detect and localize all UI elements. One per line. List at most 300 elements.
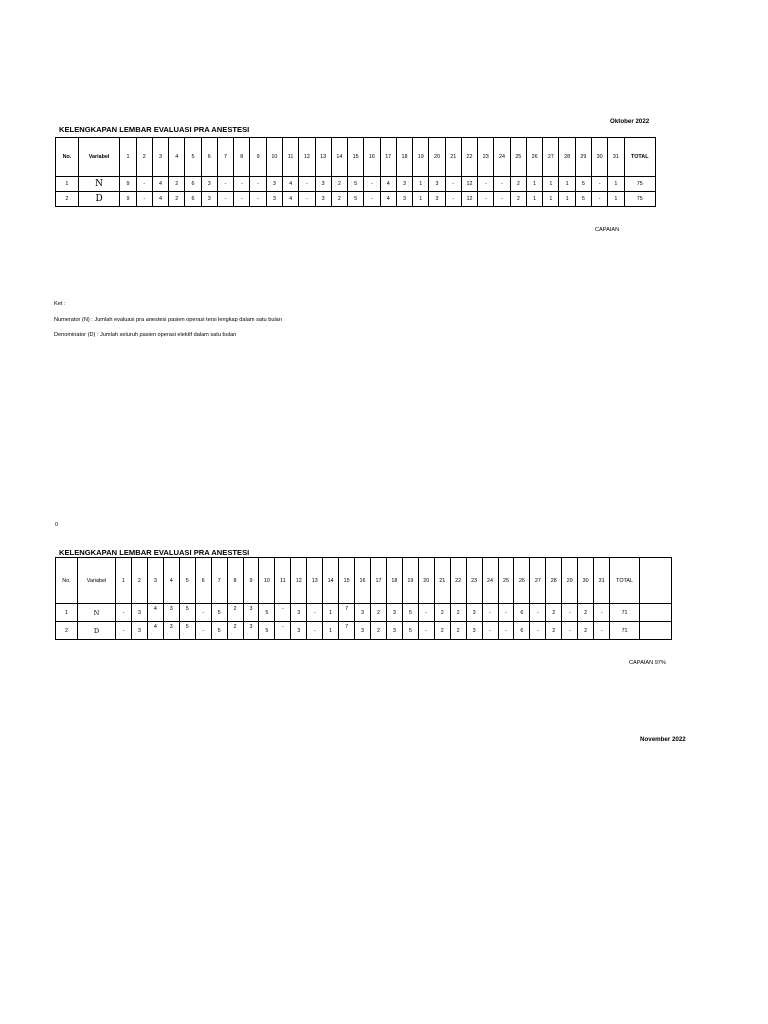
cell-text: - (489, 627, 491, 634)
value-cell (546, 622, 562, 640)
header-cell: 15 (339, 558, 355, 604)
cell-text: 3 (297, 609, 301, 616)
value-cell (307, 622, 323, 640)
cell-text: - (240, 196, 243, 202)
value-cell (594, 604, 610, 622)
header-cell: 14 (323, 558, 339, 604)
cell-text: 4 (153, 623, 157, 630)
cell-text: 2 (552, 609, 556, 616)
header-cell: 1 (120, 138, 136, 177)
cell-text: 3 (321, 196, 325, 202)
value-cell (299, 177, 315, 192)
section1-title: KELENGKAPAN LEMBAR EVALUASI PRA ANESTESI (59, 125, 250, 134)
cell-text: 3 (435, 181, 439, 187)
value-cell (136, 177, 152, 192)
table-header-row (56, 558, 672, 604)
cell-text: 3 (169, 605, 173, 612)
cell-text: 2 (337, 181, 341, 187)
value-cell (413, 192, 429, 207)
cell-text: - (425, 627, 428, 634)
header-cell: 30 (592, 138, 608, 177)
cell-text: 5 (265, 609, 269, 616)
value-cell (120, 192, 136, 207)
evaluation-table-second (55, 557, 672, 640)
cell-text: N (93, 608, 100, 617)
cell-text: 2 (376, 609, 380, 616)
cell-text: 3 (137, 609, 141, 616)
value-cell (131, 604, 147, 622)
value-cell (562, 604, 578, 622)
value-cell (299, 192, 315, 207)
cell-text: 3 (361, 627, 365, 634)
value-cell (445, 177, 461, 192)
cell-text: 2 (376, 627, 380, 634)
header-cell: 18 (396, 138, 412, 177)
value-cell (243, 622, 259, 640)
value-cell (559, 177, 575, 192)
cell-text: - (257, 181, 259, 187)
cell-text: - (484, 181, 487, 187)
cell-text: 1 (65, 609, 68, 616)
cell-text: 5 (581, 181, 585, 187)
table-row (56, 604, 672, 622)
cell-text: 5 (217, 627, 221, 634)
header-cell: 5 (179, 558, 195, 604)
cell-text: 2 (456, 627, 460, 634)
cell-text: 4 (386, 196, 390, 202)
value-cell (275, 604, 291, 622)
value-cell (418, 604, 434, 622)
value-cell (478, 177, 494, 192)
header-cell: TOTAL (610, 558, 640, 604)
header-cell: 7 (217, 138, 233, 177)
value-cell (331, 177, 347, 192)
value-cell (396, 192, 412, 207)
header-cell: 27 (530, 558, 546, 604)
header-cell: 25 (510, 138, 526, 177)
value-cell (530, 622, 546, 640)
value-cell (179, 604, 195, 622)
cell-text: 3 (249, 605, 253, 612)
header-cell: 15 (348, 138, 364, 177)
header-cell: 17 (371, 558, 387, 604)
cell-text: 1 (549, 181, 553, 187)
cell-text: 12 (466, 181, 473, 187)
value-cell (592, 177, 608, 192)
value-cell (179, 622, 195, 640)
month-label-november: November 2022 (640, 736, 686, 743)
header-cell: 11 (275, 558, 291, 604)
header-cell: 1 (116, 558, 132, 604)
header-cell: 23 (478, 138, 494, 177)
value-cell (211, 604, 227, 622)
value-cell (348, 192, 364, 207)
value-cell (478, 192, 494, 207)
value-cell (546, 604, 562, 622)
header-cell: 10 (266, 138, 282, 177)
row-number-cell (56, 192, 79, 207)
cell-text: - (598, 181, 601, 187)
header-cell: 9 (250, 138, 266, 177)
cell-text: 5 (185, 623, 189, 630)
cell-text: - (240, 181, 243, 187)
value-cell (259, 604, 275, 622)
cell-text: 3 (297, 627, 301, 634)
value-cell (380, 192, 396, 207)
value-cell (266, 192, 282, 207)
header-cell: 12 (299, 138, 315, 177)
cell-text: - (484, 196, 487, 202)
value-cell (494, 192, 510, 207)
header-cell: 10 (259, 558, 275, 604)
header-cell: 20 (429, 138, 445, 177)
cell-text: 3 (361, 609, 365, 616)
header-cell: 19 (402, 558, 418, 604)
value-cell (136, 192, 152, 207)
header-cell: 4 (163, 558, 179, 604)
value-cell (201, 177, 217, 192)
value-cell (386, 604, 402, 622)
cell-text: 1 (329, 609, 333, 616)
value-cell (418, 622, 434, 640)
value-cell (429, 192, 445, 207)
header-cell: 22 (450, 558, 466, 604)
value-cell (282, 192, 298, 207)
value-cell (562, 622, 578, 640)
cell-text: - (122, 609, 125, 616)
value-cell (250, 192, 266, 207)
cell-text: 2 (65, 196, 69, 202)
cell-text: 3 (207, 181, 211, 187)
cell-text: 1 (329, 627, 333, 634)
cell-text: 1 (419, 181, 423, 187)
value-cell (259, 622, 275, 640)
value-cell (575, 177, 591, 192)
value-cell (355, 622, 371, 640)
table-row (56, 192, 656, 207)
cell-text: 2 (175, 181, 179, 187)
value-cell (610, 604, 640, 622)
value-cell (217, 177, 233, 192)
cell-text: 5 (265, 627, 269, 634)
cell-text: 7 (345, 623, 349, 630)
header-cell: Variabel (78, 558, 116, 604)
header-cell: 18 (386, 558, 402, 604)
cell-text: 5 (217, 609, 221, 616)
cell-text: - (122, 627, 125, 634)
cell-text: 2 (516, 196, 520, 202)
cell-text: 6 (191, 181, 195, 187)
value-cell (169, 192, 185, 207)
value-cell (624, 192, 655, 207)
capaian-percent-label: CAPAIAN 97% (629, 660, 666, 666)
cell-text: 2 (552, 627, 556, 634)
capaian-label: CAPAIAN (595, 227, 620, 233)
value-cell (250, 177, 266, 192)
value-cell (594, 622, 610, 640)
header-cell: No. (56, 558, 78, 604)
table-header-row (56, 138, 656, 177)
header-cell: 12 (291, 558, 307, 604)
cell-text: - (598, 196, 601, 202)
value-cell (227, 604, 243, 622)
value-cell (275, 622, 291, 640)
value-cell (185, 177, 201, 192)
value-cell (608, 192, 624, 207)
value-cell (450, 604, 466, 622)
cell-text: 12 (466, 196, 473, 202)
value-cell (578, 622, 594, 640)
cell-text: 3 (392, 627, 396, 634)
value-cell (364, 192, 380, 207)
cell-text: - (224, 196, 227, 202)
value-cell (339, 622, 355, 640)
value-cell (227, 622, 243, 640)
header-cell: 6 (201, 138, 217, 177)
value-cell (307, 604, 323, 622)
numerator-note: Numerator (N) : Jumlah evaluasi pra anestesi pasien operasi tersi lengkap dalam satu bulan (54, 317, 282, 323)
value-cell (201, 192, 217, 207)
cell-text: - (305, 196, 308, 202)
header-cell: 28 (546, 558, 562, 604)
value-cell (640, 622, 672, 640)
cell-text: 1 (614, 196, 618, 202)
header-cell: 2 (136, 138, 152, 177)
cell-text: 2 (175, 196, 179, 202)
cell-text: 3 (435, 196, 439, 202)
header-cell: 17 (380, 138, 396, 177)
cell-text: D (93, 626, 100, 635)
evaluation-table-oktober (55, 137, 656, 207)
value-cell (163, 622, 179, 640)
variable-cell (78, 177, 120, 192)
cell-text: 2 (440, 627, 444, 634)
header-cell: 23 (466, 558, 482, 604)
cell-text: - (501, 181, 503, 187)
month-label-oktober: Oktober 2022 (610, 118, 650, 125)
value-cell (482, 604, 498, 622)
value-cell (402, 604, 418, 622)
cell-text: 9 (126, 196, 130, 202)
cell-text: - (143, 196, 146, 202)
value-cell (323, 622, 339, 640)
value-cell (461, 177, 477, 192)
value-cell (282, 177, 298, 192)
value-cell (396, 177, 412, 192)
value-cell (498, 604, 514, 622)
value-cell (211, 622, 227, 640)
cell-text: - (313, 627, 316, 634)
cell-text: 6 (520, 609, 524, 616)
header-cell: 19 (413, 138, 429, 177)
value-cell (315, 177, 331, 192)
value-cell (131, 622, 147, 640)
value-cell (355, 604, 371, 622)
header-cell: 2 (131, 558, 147, 604)
cell-text: - (202, 627, 205, 634)
value-cell (386, 622, 402, 640)
header-cell: 13 (315, 138, 331, 177)
cell-text: 4 (158, 181, 162, 187)
cell-text: 4 (289, 196, 293, 202)
cell-text: 2 (233, 623, 237, 630)
cell-text: 71 (621, 609, 628, 616)
cell-text: 3 (169, 623, 173, 630)
value-cell (364, 177, 380, 192)
value-cell (543, 192, 559, 207)
cell-text: 3 (402, 196, 406, 202)
cell-text: - (536, 609, 539, 616)
cell-text: 3 (472, 627, 476, 634)
header-cell: 29 (575, 138, 591, 177)
header-cell: 24 (494, 138, 510, 177)
cell-text: 2 (233, 605, 237, 612)
value-cell (526, 192, 542, 207)
header-cell: 24 (482, 558, 498, 604)
header-cell: 5 (185, 138, 201, 177)
value-cell (482, 622, 498, 640)
value-cell (434, 622, 450, 640)
cell-text: 5 (408, 609, 412, 616)
cell-text: 7 (345, 605, 349, 612)
header-cell: 30 (578, 558, 594, 604)
value-cell (116, 604, 132, 622)
denominator-note: Denominator (D) : Jumlah seluruh pasien operasi elektif dalam satu bulan (54, 332, 237, 338)
cell-text: N (95, 179, 103, 189)
cell-text: 1 (533, 196, 537, 202)
cell-text: 5 (408, 627, 412, 634)
section2-title: KELENGKAPAN LEMBAR EVALUASI PRA ANESTESI (59, 548, 250, 557)
value-cell (559, 192, 575, 207)
header-cell: 20 (418, 558, 434, 604)
value-cell (339, 604, 355, 622)
cell-text: - (600, 627, 603, 634)
variable-cell (78, 604, 116, 622)
value-cell (185, 192, 201, 207)
header-cell (640, 558, 672, 604)
value-cell (445, 192, 461, 207)
cell-text: - (281, 605, 284, 612)
cell-text: 5 (354, 181, 358, 187)
cell-text: 5 (354, 196, 358, 202)
value-cell (543, 177, 559, 192)
value-cell (266, 177, 282, 192)
header-cell: TOTAL (624, 138, 655, 177)
value-cell (116, 622, 132, 640)
cell-text: 3 (402, 181, 406, 187)
value-cell (234, 177, 250, 192)
value-cell (450, 622, 466, 640)
value-cell (217, 192, 233, 207)
cell-text: - (425, 609, 428, 616)
cell-text: 5 (581, 196, 585, 202)
cell-text: 1 (419, 196, 423, 202)
cell-text: 2 (440, 609, 444, 616)
ket-label: Ket : (54, 301, 66, 307)
value-cell (530, 604, 546, 622)
cell-text: 4 (153, 605, 157, 612)
cell-text: 71 (621, 627, 628, 634)
variable-cell (78, 622, 116, 640)
cell-text: - (257, 196, 259, 202)
row-number-cell (56, 177, 79, 192)
cell-text: - (489, 609, 491, 616)
cell-text: 3 (272, 196, 276, 202)
header-cell: 8 (234, 138, 250, 177)
value-cell (640, 604, 672, 622)
cell-text: 3 (249, 623, 253, 630)
cell-text: - (202, 609, 205, 616)
header-cell: 28 (559, 138, 575, 177)
cell-text: 3 (392, 609, 396, 616)
value-cell (510, 177, 526, 192)
value-cell (575, 192, 591, 207)
header-cell: 8 (227, 558, 243, 604)
header-cell: 22 (461, 138, 477, 177)
cell-text: 1 (565, 181, 569, 187)
cell-text: - (536, 627, 539, 634)
header-cell: 16 (364, 138, 380, 177)
header-cell: 9 (243, 558, 259, 604)
value-cell (526, 177, 542, 192)
cell-text: 2 (584, 609, 588, 616)
header-cell: 6 (195, 558, 211, 604)
header-cell: 21 (445, 138, 461, 177)
variable-cell (78, 192, 120, 207)
value-cell (494, 177, 510, 192)
header-cell: Variabel (78, 138, 120, 177)
value-cell (592, 192, 608, 207)
cell-text: 1 (549, 196, 553, 202)
value-cell (514, 622, 530, 640)
value-cell (120, 177, 136, 192)
header-cell: 16 (355, 558, 371, 604)
value-cell (291, 622, 307, 640)
cell-text: 1 (65, 181, 69, 187)
header-cell: 3 (152, 138, 168, 177)
row-number-cell (56, 604, 78, 622)
cell-text: - (505, 627, 507, 634)
value-cell (243, 604, 259, 622)
value-cell (152, 177, 168, 192)
value-cell (466, 604, 482, 622)
cell-text: - (501, 196, 503, 202)
value-cell (608, 177, 624, 192)
cell-text: 6 (191, 196, 195, 202)
cell-text: 3 (272, 181, 276, 187)
cell-text: 4 (289, 181, 293, 187)
value-cell (578, 604, 594, 622)
cell-text: 3 (207, 196, 211, 202)
value-cell (413, 177, 429, 192)
value-cell (195, 604, 211, 622)
value-cell (331, 192, 347, 207)
value-cell (169, 177, 185, 192)
cell-text: - (600, 609, 603, 616)
header-cell: 21 (434, 558, 450, 604)
cell-text: 9 (126, 181, 130, 187)
value-cell (315, 192, 331, 207)
cell-text: 2 (65, 627, 68, 634)
cell-text: 5 (185, 605, 189, 612)
value-cell (402, 622, 418, 640)
header-cell: 25 (498, 558, 514, 604)
marker-zero: 0 (55, 522, 59, 528)
cell-text: 4 (386, 181, 390, 187)
value-cell (291, 604, 307, 622)
cell-text: 1 (565, 196, 569, 202)
cell-text: - (568, 627, 571, 634)
